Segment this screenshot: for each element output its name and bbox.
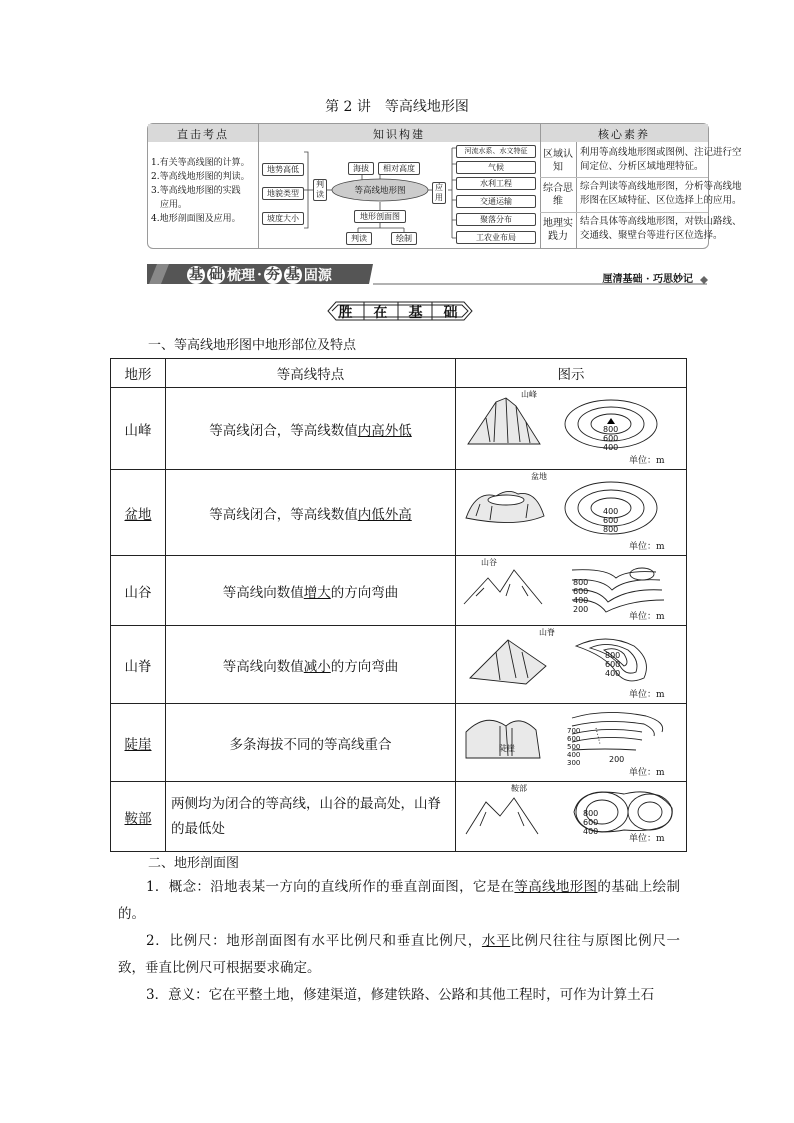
- map-right-5: 聚落分布: [456, 213, 536, 226]
- map-left-1: 地势高低: [262, 163, 304, 176]
- banner-right: 厘清基础 · 巧思妙记: [602, 274, 693, 285]
- fig-label-ridge: 山脊: [539, 628, 555, 637]
- row-name-basin: 盆地: [124, 506, 152, 523]
- subhead-char-4: 础: [443, 305, 458, 321]
- kaodian-3: 3.等高线地形图的实践: [151, 186, 241, 196]
- suyang-text-1: 利用等高线地形图或图例、注记进行空间定位、分析区域地理特征。: [580, 147, 742, 172]
- section-1-heading: 一、等高线地形图中地形部位及特点: [148, 338, 357, 353]
- row-name-cliff: 陡崖: [124, 736, 152, 753]
- row-feature-valley: 等高线向数值 增大 的方向弯曲: [222, 584, 399, 601]
- map-top-2: 相对高度: [378, 162, 420, 175]
- fig-label-valley: 山谷: [481, 558, 497, 567]
- banner-title: 基 础 梳理 · 夯 基 固源: [189, 267, 332, 284]
- subhead-char-1: 胜: [338, 305, 353, 321]
- unit-4: 单位：m: [629, 690, 665, 700]
- unit-2: 单位：m: [629, 542, 665, 552]
- section-banner: [147, 262, 707, 286]
- suyang-label-1: 区域认知: [543, 149, 573, 173]
- fig-label-saddle: 鞍部: [511, 784, 527, 793]
- kaodian-1: 1.有关等高线图的计算。: [151, 158, 250, 168]
- para-3: 3．意义：它在平整土地，修建渠道，修建铁路、公路和其他工程时，可作为计算土石: [146, 987, 655, 1003]
- overview-header: [148, 124, 708, 142]
- section-2-heading: 二、地形剖面图: [148, 856, 240, 871]
- subhead-char-3: 基: [408, 305, 423, 321]
- row-name-ridge: 山脊: [124, 658, 152, 675]
- map-apply: 应用: [432, 182, 446, 204]
- suyang-text-2: 综合判读等高线地形图，分析等高线地形图在区域特征、区位选择上的应用。: [580, 181, 742, 206]
- subhead-char-2: 在: [373, 305, 388, 321]
- th-figure: 图示: [557, 367, 585, 383]
- row-feature-cliff: 多条海拔不同的等高线重合: [229, 736, 392, 753]
- map-left-3: 坡度大小: [262, 212, 304, 225]
- map-right-2: 气候: [456, 161, 536, 174]
- suyang-label-3: 地理实践力: [543, 218, 573, 242]
- row-name-valley: 山谷: [124, 584, 152, 601]
- row-feature-peak: 等高线闭合，等高线数值 内高外低: [209, 422, 412, 439]
- para-1: 1．概念：沿地表某一方向的直线所作的垂直剖面图，它是在等高线地形图的基础上绘制的。: [118, 879, 681, 922]
- row-feature-basin: 等高线闭合，等高线数值 内低外高: [209, 506, 412, 523]
- kaodian-3b: 应用。: [151, 200, 188, 210]
- fig-nums-saddle: 800 600 400: [583, 809, 599, 836]
- map-left-2: 地貌类型: [262, 187, 304, 200]
- fig-nums-basin: 400 600 800: [603, 507, 619, 534]
- col-zhishi: 知识构建: [373, 128, 425, 141]
- para-2: 2．比例尺：地形剖面图有水平比例尺和垂直比例尺，水平比例尺往往与原图比例尺一致，垂直比例尺可根据要求确定。: [118, 933, 681, 976]
- row-feature-ridge: 等高线向数值 减小 的方向弯曲: [222, 658, 399, 675]
- map-center: 等高线地形图: [354, 186, 406, 196]
- map-top-1: 海拔: [348, 162, 374, 175]
- map-bottom-1: 判读: [346, 232, 372, 245]
- col-kaodian: 直击考点: [177, 128, 229, 141]
- map-bottom-2: 绘制: [391, 232, 417, 245]
- fig-nums-cliff: 700 600 500 400 300: [567, 727, 581, 767]
- row-name-peak: 山峰: [124, 422, 152, 439]
- unit-1: 单位：m: [629, 456, 665, 466]
- kaodian-4: 4.地形剖面图及应用。: [151, 214, 241, 224]
- overview-table: [147, 123, 742, 249]
- map-right-3: 水利工程: [456, 177, 536, 190]
- row-feature-saddle: 两侧均为闭合的等高线，山谷的最高处，山脊的最低处: [171, 795, 441, 837]
- map-right-4: 交通运输: [456, 195, 536, 208]
- fig-nums-valley: 800 600 400 200: [573, 578, 589, 614]
- suyang-text-3: 结合具体等高线地形图，对铁山路线、交通线、聚壁台等进行区位选择。: [580, 216, 742, 241]
- map-judge: 判读: [313, 179, 327, 201]
- row-name-saddle: 鞍部: [124, 810, 152, 827]
- th-terrain: 地形: [124, 367, 152, 383]
- kaodian-2: 2.等高线地形图的判读。: [151, 172, 250, 182]
- page-title: 第 2 讲 等高线地形图: [325, 99, 469, 115]
- unit-5: 单位：m: [629, 768, 665, 778]
- fig-label-cliff: 陡崖: [499, 744, 515, 753]
- map-right-1: 河流水系、水文特征: [456, 145, 536, 158]
- suyang-label-2: 综合思维: [543, 183, 573, 207]
- th-feature: 等高线特点: [276, 367, 345, 383]
- map-right-6: 工农业布局: [456, 231, 536, 244]
- fig-nums-peak: 800 600 400: [603, 425, 619, 452]
- kaodian-list: [151, 156, 250, 226]
- map-profile: 地形剖面图: [354, 210, 406, 223]
- col-suyang: 核心素养: [598, 128, 650, 141]
- terrain-table: [110, 358, 687, 852]
- fig-label-peak: 山峰: [521, 390, 537, 399]
- fig-label-basin: 盆地: [531, 472, 547, 481]
- fig-num-cliff-200: 200: [609, 755, 625, 764]
- unit-6: 单位：m: [629, 834, 665, 844]
- fig-nums-ridge: 800 600 400: [605, 651, 621, 678]
- unit-3: 单位：m: [629, 612, 665, 622]
